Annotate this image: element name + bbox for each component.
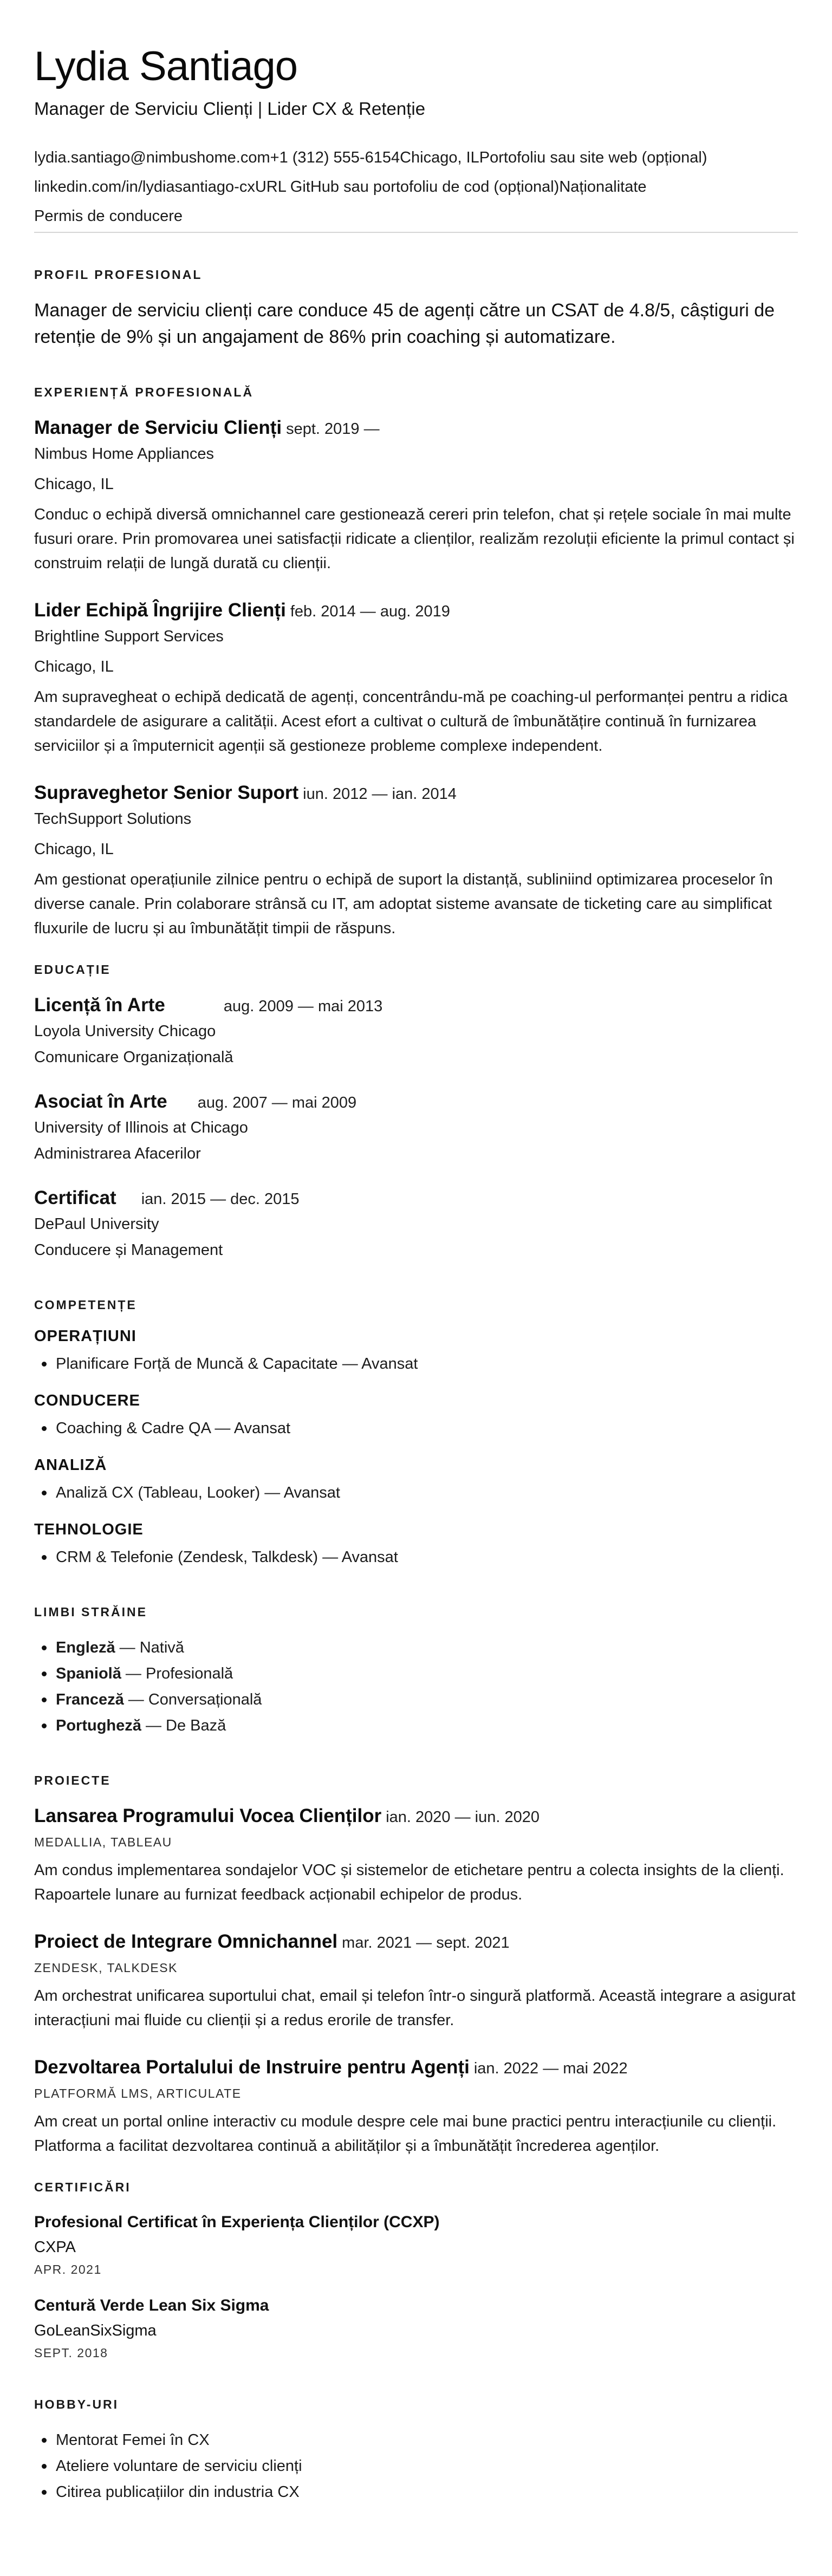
job-title: Manager de Serviciu Clienți [34,417,282,438]
degree-title: Certificat [34,1187,116,1208]
job-description: Am gestionat operațiunile zilnice pentru o echipă de suport la distanță, subliniind optimizarea proceselor în diverse canale. Prin colaborare strânsă cu IT, am adoptat sisteme avansate de ticketing care au simplificat fluxurile de lucru și au îmbunătățit timpii de răspuns. [34,871,773,937]
experience-entry [34,597,798,758]
linkedin-link[interactable]: linkedin.com/in/lydiasantiago-cx [34,178,255,196]
certification-date: APR. 2021 [34,2262,102,2276]
projects-section [34,1773,798,2158]
language-item [34,1635,798,1661]
section-title: HOBBY-URI [34,2397,119,2411]
education-dates: aug. 2007 — mai 2009 [197,1094,357,1111]
degree-title: Asociat în Arte [34,1091,167,1112]
section-title: EDUCAȚIE [34,962,111,977]
project-dates: ian. 2020 — iun. 2020 [386,1809,540,1826]
project-entry [34,1929,798,2033]
section-title: COMPETENȚE [34,1298,137,1312]
education-entry [34,992,798,1070]
job-description: Conduc o echipă diversă omnichannel care gestionează cereri prin telefon, chat și rețele sociale în mai multe fusuri orare. Prin promovarea unei satisfacții ridicate a clienților, realizăm rezoluții eficiente la primul contact și construim relații de lungă durată cu clienții. [34,506,795,572]
project-title: Lansarea Programului Vocea Clienților [34,1805,382,1826]
project-title: Proiect de Integrare Omnichannel [34,1931,338,1952]
skill-list [34,1544,798,1570]
phone-number[interactable]: +1 (312) 555-6154 [270,149,400,166]
project-dates: mar. 2021 — sept. 2021 [342,1934,510,1951]
school-name: University of Illinois at Chicago [34,1119,248,1136]
skill-list [34,1480,798,1506]
project-description: Am condus implementarea sondajelor VOC și sistemelor de etichetare pentru a colecta insights de la clienți. Rapoartele lunare au furnizat feedback acționabil echipelor de produs. [34,1862,784,1903]
certification-issuer: GoLeanSixSigma [34,2322,157,2339]
language-name: Franceză [56,1691,124,1708]
education-entry [34,1089,798,1167]
company-name: Nimbus Home Appliances [34,445,214,463]
language-level: — Profesională [121,1665,233,1682]
project-tags: PLATFORMĂ LMS, ARTICULATE [34,2086,242,2100]
skill-list [34,1351,798,1377]
degree-title: Licență în Arte [34,994,165,1016]
certifications-section [34,2180,798,2363]
skill-item: Analiză CX (Tableau, Looker) — Avansat [34,1480,798,1506]
experience-entry [34,780,798,941]
company-name: TechSupport Solutions [34,810,192,828]
skill-category: TEHNOLOGIE [34,1521,144,1538]
profile-summary: Manager de serviciu clienți care conduce 45 de agenți către un CSAT de 4.8/5, câștiguri de retenție de 9% și un angajament de 86% prin coaching și automatizare. [34,300,775,347]
github-link[interactable]: URL GitHub sau portofoliu de cod (opțional) [255,178,560,196]
contact-line-3 [34,201,798,231]
skill-category: OPERAȚIUNI [34,1328,136,1345]
company-name: Brightline Support Services [34,628,224,645]
job-title: Supraveghetor Senior Suport [34,782,299,803]
education-entry [34,1185,798,1263]
candidate-name: Lydia Santiago [34,43,298,89]
project-description: Am creat un portal online interactiv cu module despre cele mai bune practici pentru interacțiunile cu clienții. Platforma a facilitat dezvoltarea continuă a abilităților și a îmbunătățit încrederea agenților. [34,2113,777,2155]
certification-name: Profesional Certificat în Experiența Clienților (CCXP) [34,2213,440,2231]
language-item [34,1713,798,1739]
certification-entry [34,2293,798,2363]
skills-section [34,1298,798,1570]
certification-date: SEPT. 2018 [34,2346,108,2360]
education-section [34,962,798,1263]
job-title: Lider Echipă Îngrijire Clienți [34,600,286,621]
project-tags: ZENDESK, TALKDESK [34,1961,178,1975]
language-name: Portugheză [56,1717,141,1734]
contact-info [34,143,798,231]
job-location: Chicago, IL [34,841,114,858]
section-title: LIMBI STRĂINE [34,1605,147,1619]
certification-name: Centură Verde Lean Six Sigma [34,2297,269,2314]
job-dates: iun. 2012 — ian. 2014 [303,785,457,803]
language-level: — Nativă [115,1639,184,1656]
drivers-license: Permis de conducere [34,207,183,225]
section-title: PROFIL PROFESIONAL [34,268,203,282]
contact-line-2 [34,172,798,201]
job-location: Chicago, IL [34,476,114,493]
education-dates: aug. 2009 — mai 2013 [223,998,383,1015]
profile-section [34,268,798,350]
job-description: Am supravegheat o echipă dedicată de agenți, concentrându-mă pe coaching-ul performanței pentru a ridica standardele de asigurare a calității. Acest efort a cultivat o cultură de îmbunătățire continuă în furnizarea serviciilor și a împuternicit agenții să gestioneze probleme complexe independent. [34,688,788,754]
nationality: Naționalitate [559,178,647,196]
field-of-study: Comunicare Organizațională [34,1049,233,1066]
resume-header [34,42,798,233]
experience-section [34,385,798,941]
hobby-item: Ateliere voluntare de serviciu clienți [34,2453,798,2479]
job-dates: feb. 2014 — aug. 2019 [290,603,450,620]
portfolio-link[interactable]: Portofoliu sau site web (opțional) [479,149,707,166]
experience-entry [34,415,798,576]
language-list [34,1635,798,1739]
job-location: Chicago, IL [34,658,114,675]
field-of-study: Administrarea Afacerilor [34,1145,201,1162]
language-item [34,1661,798,1687]
project-tags: MEDALLIA, TABLEAU [34,1835,172,1849]
header-divider [34,232,798,233]
section-title: PROIECTE [34,1773,111,1787]
hobbies-section [34,2397,798,2505]
project-entry [34,2054,798,2158]
language-item [34,1687,798,1713]
job-dates: sept. 2019 — [286,420,380,438]
school-name: Loyola University Chicago [34,1023,216,1040]
certification-issuer: CXPA [34,2239,76,2256]
location: Chicago, IL [400,149,479,166]
skill-category: CONDUCERE [34,1392,140,1409]
language-level: — Conversațională [123,1691,262,1708]
email-link[interactable]: lydia.santiago@nimbushome.com [34,149,270,166]
project-description: Am orchestrat unificarea suportului chat, email și telefon într-o singură platformă. Această integrare a asigurat interacțiuni mai fluide cu clienții și a redus erorile de transfer. [34,1987,796,2029]
education-dates: ian. 2015 — dec. 2015 [141,1191,300,1208]
hobby-item: Citirea publicațiilor din industria CX [34,2479,798,2505]
project-entry [34,1803,798,1907]
skill-item: Coaching & Cadre QA — Avansat [34,1415,798,1441]
skill-list [34,1415,798,1441]
language-level: — De Bază [141,1717,226,1734]
contact-line-1 [34,143,798,172]
section-title: EXPERIENȚĂ PROFESIONALĂ [34,385,254,399]
certification-entry [34,2210,798,2279]
hobby-list [34,2427,798,2505]
skill-item: CRM & Telefonie (Zendesk, Talkdesk) — Avansat [34,1544,798,1570]
language-name: Engleză [56,1639,115,1656]
language-name: Spaniolă [56,1665,121,1682]
candidate-role: Manager de Serviciu Clienți | Lider CX & Retenție [34,99,426,119]
project-dates: ian. 2022 — mai 2022 [473,2060,628,2077]
languages-section [34,1605,798,1739]
section-title: CERTIFICĂRI [34,2180,131,2194]
school-name: DePaul University [34,1215,159,1233]
project-title: Dezvoltarea Portalului de Instruire pentru Agenți [34,2057,470,2078]
skill-category: ANALIZĂ [34,1456,107,1474]
hobby-item: Mentorat Femei în CX [34,2427,798,2453]
field-of-study: Conducere și Management [34,1241,223,1259]
skill-item: Planificare Forță de Muncă & Capacitate — Avansat [34,1351,798,1377]
